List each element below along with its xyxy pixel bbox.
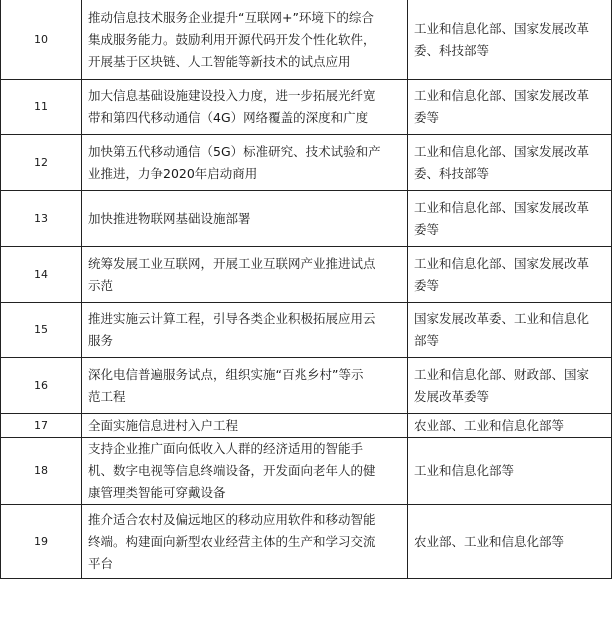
table-row [1, 303, 612, 358]
task-description-cell [82, 505, 408, 579]
task-description-line: 业推进，力争2020年启动商用 [88, 165, 258, 181]
row-number: 15 [1, 303, 82, 358]
responsible-departments-line: 农业部、工业和信息化部等 [414, 533, 565, 549]
task-description-cell [82, 135, 408, 191]
task-description-line: 带和第四代移动通信（4G）网络覆盖的深度和广度 [88, 110, 369, 125]
task-description-line: 范工程 [88, 388, 126, 404]
task-description-cell [82, 414, 408, 438]
responsible-departments-cell [408, 414, 612, 438]
task-description-line: 推动信息技术服务企业提升“互联网+”环境下的综合 [88, 9, 374, 25]
row-number: 11 [1, 80, 82, 135]
responsible-departments-cell [408, 135, 612, 191]
responsible-departments-cell [408, 438, 612, 505]
table-row [1, 135, 612, 191]
task-description-line: 深化电信普遍服务试点，组织实施“百兆乡村”等示 [88, 366, 364, 382]
responsible-departments-line: 工业和信息化部、国家发展改革 [414, 20, 590, 36]
responsible-departments-cell [408, 80, 612, 135]
responsible-departments-line: 国家发展改革委、工业和信息化 [414, 311, 590, 326]
table-row [1, 358, 612, 414]
task-description-cell [82, 80, 408, 135]
responsible-departments-cell [408, 303, 612, 358]
task-description-line: 服务 [88, 333, 114, 348]
responsible-departments-line: 工业和信息化部等 [414, 463, 515, 478]
task-description-cell [82, 247, 408, 303]
responsible-departments-line: 工业和信息化部、财政部、国家 [414, 366, 590, 382]
responsible-departments-line: 工业和信息化部、国家发展改革 [414, 88, 590, 103]
task-description-line: 全面实施信息进村入户工程 [88, 417, 239, 433]
row-number: 13 [1, 191, 82, 247]
responsible-departments-cell [408, 247, 612, 303]
task-description-line: 终端。构建面向新型农业经营主体的生产和学习交流 [88, 533, 376, 549]
responsible-departments-line: 委等 [414, 277, 440, 293]
responsible-departments-line: 委等 [414, 110, 440, 125]
task-description-line: 集成服务能力。鼓励利用开源代码开发个性化软件， [88, 31, 376, 47]
table-row [1, 505, 612, 579]
responsible-departments-line: 委、科技部等 [414, 42, 490, 58]
table-row [1, 247, 612, 303]
table-row [1, 438, 612, 505]
task-description-cell [82, 358, 408, 414]
task-description-cell [82, 191, 408, 247]
responsible-departments-line: 农业部、工业和信息化部等 [414, 417, 565, 433]
task-description-line: 推介适合农村及偏远地区的移动应用软件和移动智能 [88, 511, 376, 527]
responsible-departments-line: 工业和信息化部、国家发展改革 [414, 255, 590, 271]
task-description-cell [82, 438, 408, 505]
row-number: 19 [1, 505, 82, 579]
row-number: 14 [1, 247, 82, 303]
table-body [1, 0, 612, 579]
task-description-line: 支持企业推广面向低收入人群的经济适用的智能手 [88, 441, 364, 456]
task-description-line: 推进实施云计算工程，引导各类企业积极拓展应用云 [88, 311, 376, 326]
row-number: 12 [1, 135, 82, 191]
task-description-line: 开展基于区块链、人工智能等新技术的试点应用 [88, 53, 351, 69]
task-description-cell [82, 303, 408, 358]
row-number: 18 [1, 438, 82, 505]
task-description-line: 平台 [88, 555, 114, 571]
row-number: 17 [1, 414, 82, 438]
responsible-departments-cell [408, 358, 612, 414]
table-row [1, 0, 612, 80]
responsible-departments-line: 工业和信息化部、国家发展改革 [414, 143, 590, 159]
responsible-departments-line: 委等 [414, 221, 440, 237]
task-description-line: 康管理类智能可穿戴设备 [88, 485, 226, 500]
task-description-line: 示范 [88, 277, 114, 293]
responsible-departments-line: 发展改革委等 [414, 388, 490, 404]
table-row [1, 414, 612, 438]
task-description-line: 加快第五代移动通信（5G）标准研究、技术试验和产 [88, 143, 381, 159]
responsible-departments-line: 工业和信息化部、国家发展改革 [414, 199, 590, 215]
task-description-line: 机、数字电视等信息终端设备，开发面向老年人的健 [88, 463, 376, 478]
responsible-departments-line: 委、科技部等 [414, 165, 490, 181]
responsible-departments-cell [408, 505, 612, 579]
task-description-line: 统筹发展工业互联网，开展工业互联网产业推进试点 [88, 255, 376, 271]
responsible-departments-cell [408, 191, 612, 247]
row-number: 16 [1, 358, 82, 414]
task-description-line: 加大信息基础设施建设投入力度，进一步拓展光纤宽 [88, 88, 376, 103]
task-description-cell [82, 0, 408, 80]
responsible-departments-cell [408, 0, 612, 80]
table-row [1, 80, 612, 135]
table-row [1, 191, 612, 247]
task-description-line: 加快推进物联网基础设施部署 [88, 210, 251, 226]
responsible-departments-line: 部等 [414, 333, 440, 348]
row-number: 10 [1, 0, 82, 80]
